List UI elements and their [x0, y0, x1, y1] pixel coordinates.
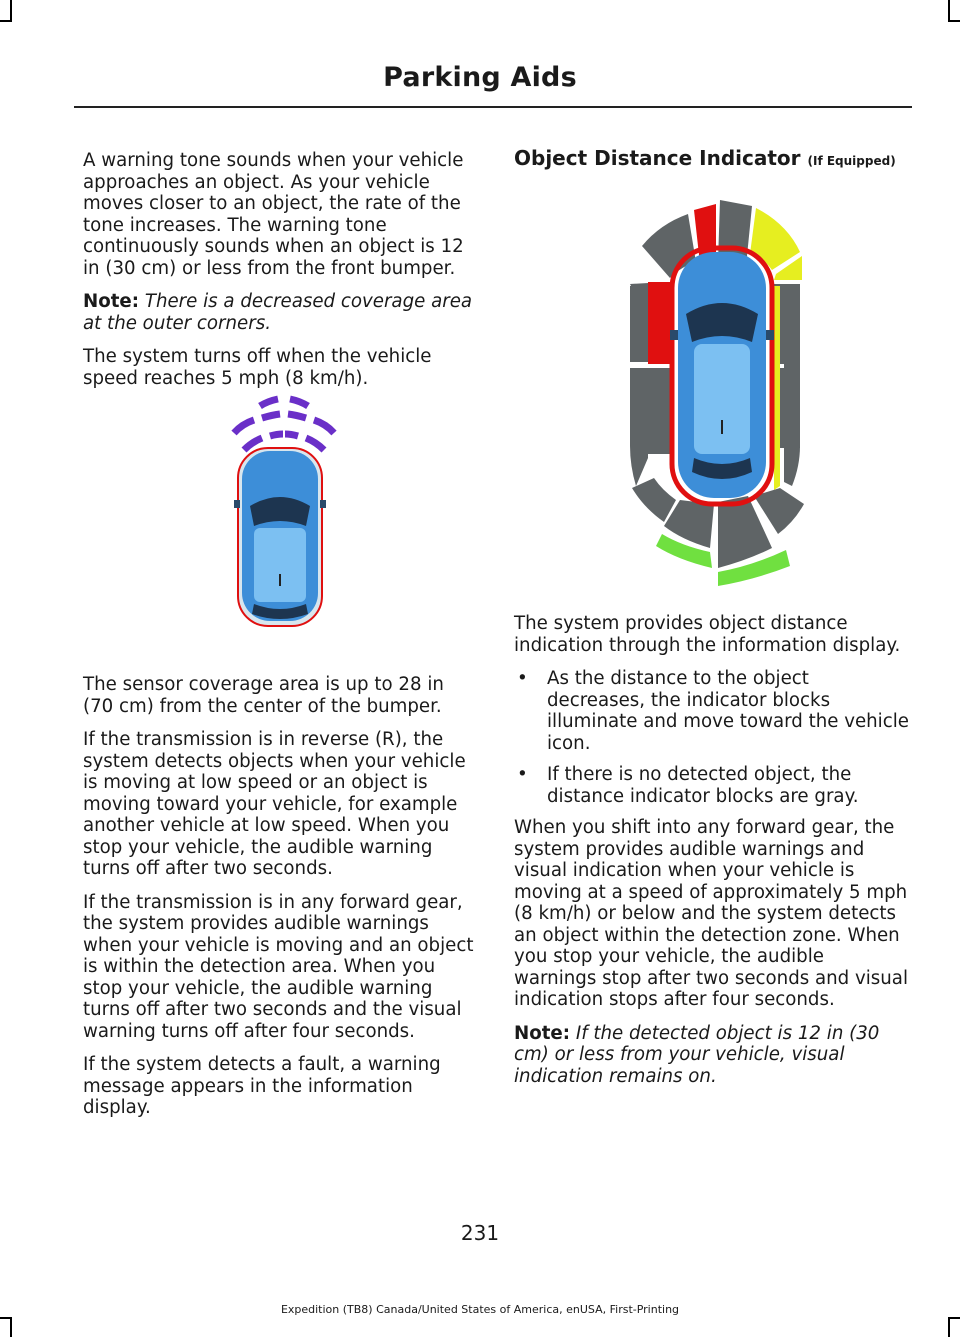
- left-column-bottom: [83, 674, 476, 1131]
- sensor-wave-icon: [234, 399, 334, 450]
- crop-mark: [948, 20, 960, 22]
- section-qualifier: (If Equipped): [807, 154, 896, 168]
- paragraph: The system provides object distance indication through the information display.: [514, 613, 901, 656]
- crop-mark: [10, 0, 12, 20]
- vehicle-icon: [234, 448, 326, 626]
- indicator-block: [632, 478, 676, 522]
- list-item: [514, 764, 910, 807]
- note: [83, 291, 476, 334]
- indicator-block: [648, 282, 672, 364]
- left-column-top: [83, 150, 476, 401]
- crop-mark: [0, 1317, 12, 1319]
- note-text: There is a decreased coverage area at the outer corners.: [83, 291, 473, 334]
- indicator-block: [750, 208, 800, 270]
- paragraph: The system turns off when the vehicle speed reaches 5 mph (8 km/h).: [83, 346, 432, 389]
- vehicle-icon: [670, 248, 774, 504]
- paragraph: If the system detects a fault, a warning message appears in the information display.: [83, 1054, 441, 1118]
- crop-mark: [948, 0, 950, 20]
- note-text: If the detected object is 12 in (30 cm) or less from your vehicle, visual indication remains on.: [514, 1022, 880, 1087]
- header-divider: [74, 106, 912, 108]
- footer-text: Expedition (TB8) Canada/United States of America, enUSA, First-Printing: [280, 1303, 680, 1316]
- paragraph: If the transmission is in any forward gear, the system provides audible warnings when your vehicle is moving and an object is within the detection area. When you stop your vehicle, the audible warning turns off after two seconds and the visual warning turns off after four seconds.: [83, 891, 474, 1042]
- page-number: 231: [460, 1221, 500, 1245]
- paragraph: A warning tone sounds when your vehicle approaches an object. As your vehicle moves closer to an object, the rate of the tone increases. The warning tone continuously sounds when an object is 12 in (30 cm) or less from the front bumper.: [83, 150, 464, 279]
- section-title-text: Object Distance Indicator: [514, 146, 801, 170]
- paragraph: If the transmission is in reverse (R), the system detects objects when your vehicle is moving at low speed or an object is moving toward your vehicle, for example another vehicle at low speed. When you stop your vehicle, the audible warning turns off after two seconds.: [83, 729, 466, 879]
- crop-mark: [948, 1317, 950, 1337]
- paragraph: When you shift into any forward gear, the system provides audible warnings and visual indication when your vehicle is moving at a speed of approximately 5 mph (8 km/h) or below and the system detects an object within the detection zone. When you stop your vehicle, the audible warnings stop after two seconds and visual indication stops after four seconds.: [514, 817, 909, 1010]
- list-item-text: As the distance to the object decreases, the indicator blocks illuminate and move toward the vehicle icon.: [547, 668, 909, 754]
- crop-mark: [10, 1317, 12, 1337]
- note-label: Note:: [83, 291, 140, 312]
- front-sensor-figure: [224, 388, 344, 634]
- page-title: Parking Aids: [383, 62, 577, 93]
- indicator-block: [774, 286, 780, 490]
- bullet: •: [517, 764, 528, 785]
- right-column: [514, 613, 910, 1099]
- note: [514, 1023, 910, 1088]
- section-title: [514, 146, 896, 170]
- indicator-block: [630, 284, 648, 362]
- note-label: Note:: [514, 1022, 571, 1044]
- list-item: [514, 668, 910, 754]
- crop-mark: [0, 20, 12, 22]
- indicator-block: [784, 286, 800, 486]
- indicator-block: [648, 368, 672, 454]
- crop-mark: [948, 1317, 960, 1319]
- paragraph: The sensor coverage area is up to 28 in (70 cm) from the center of the bumper.: [83, 674, 444, 717]
- bullet: •: [517, 668, 528, 689]
- list-item-text: If there is no detected object, the distance indicator blocks are gray.: [547, 764, 859, 807]
- distance-indicator-figure: [622, 196, 812, 586]
- indicator-block: [630, 368, 648, 486]
